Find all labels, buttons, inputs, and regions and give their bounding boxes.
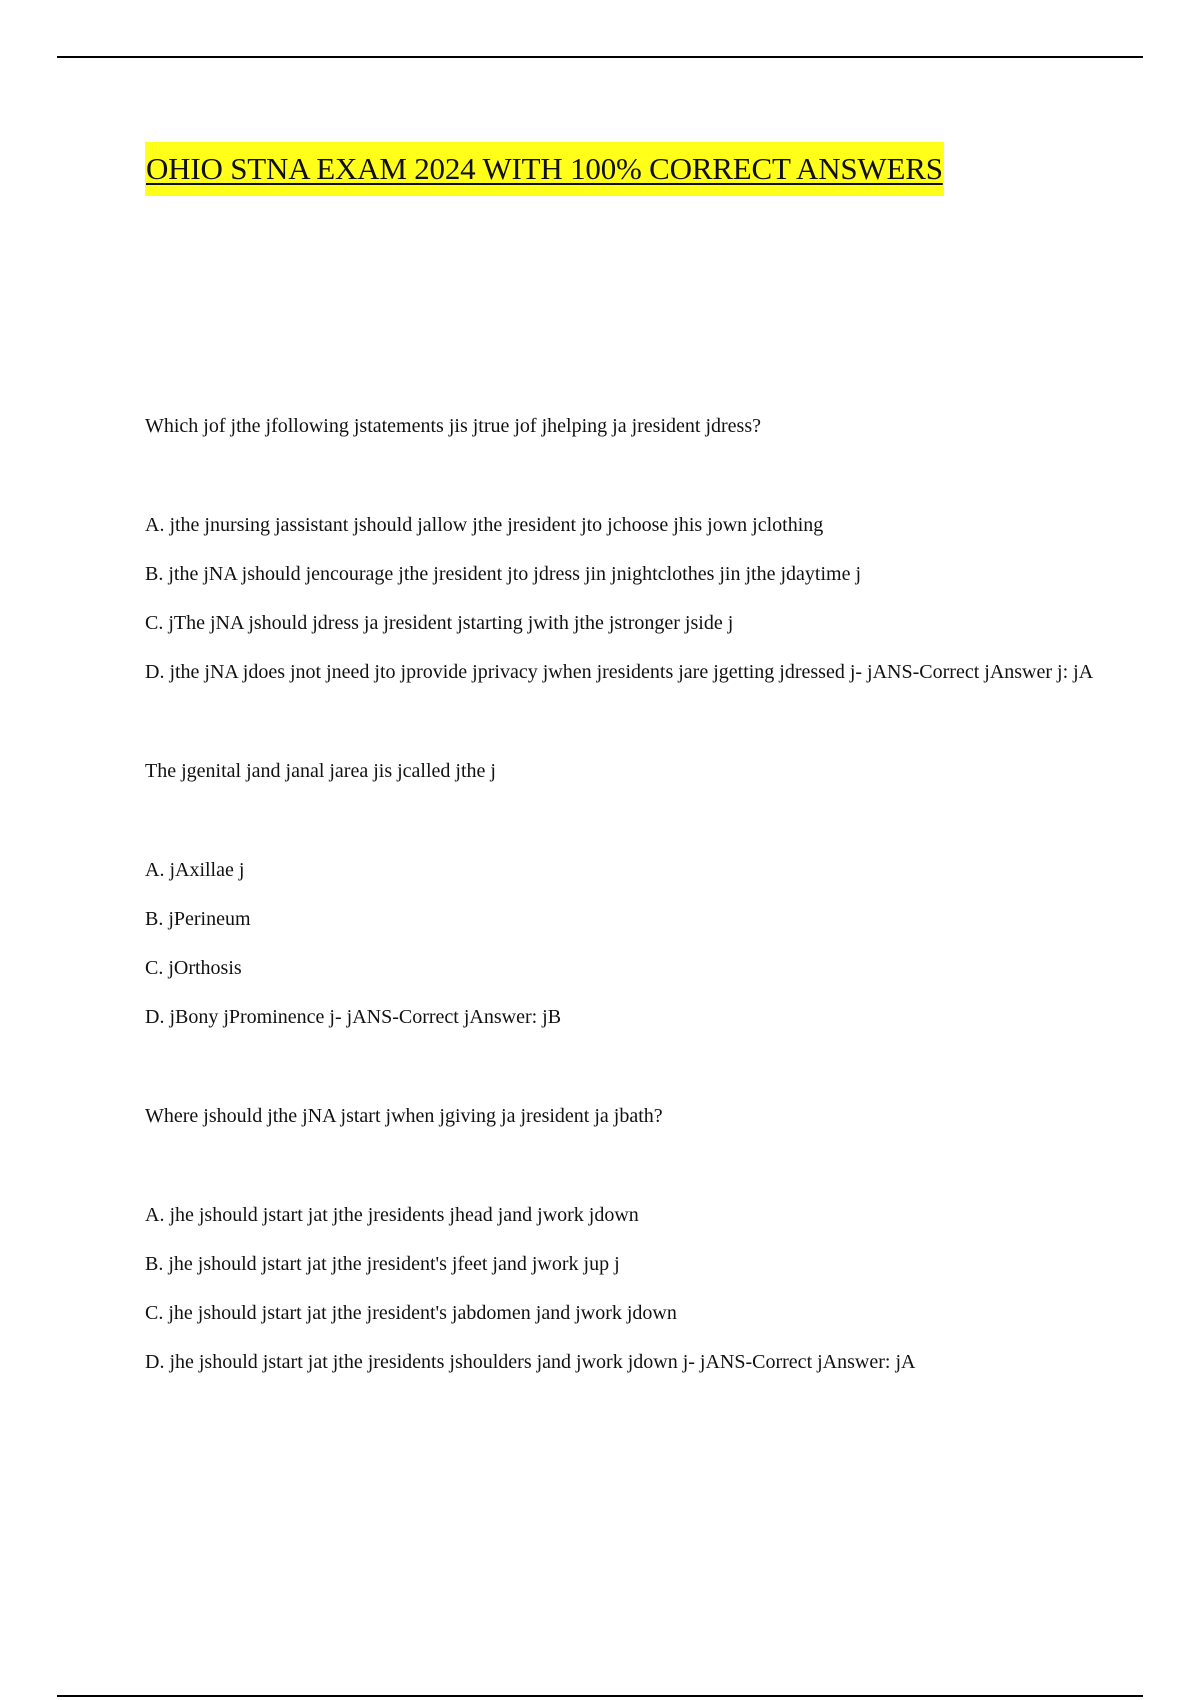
- option-a: A. jthe jnursing jassistant jshould jallow jthe jresident jto jchoose jhis jown jclothing: [145, 514, 824, 536]
- option-b: B. jPerineum: [145, 908, 251, 930]
- option-b: B. jhe jshould jstart jat jthe jresident's jfeet jand jwork jup j: [145, 1253, 620, 1275]
- question-prompt: Which jof jthe jfollowing jstatements jis jtrue jof jhelping ja jresident jdress?: [145, 415, 761, 437]
- option-d: D. jBony jProminence j- jANS-Correct jAnswer: jB: [145, 1006, 562, 1028]
- question-prompt: Where jshould jthe jNA jstart jwhen jgiving ja jresident ja jbath?: [145, 1105, 663, 1127]
- question-3: [145, 1102, 1095, 1378]
- option-d: D. jthe jNA jdoes jnot jneed jto jprovide jprivacy jwhen jresidents jare jgetting jdressed j- jANS-Correct jAnswer j: jA: [145, 661, 1094, 683]
- question-2: [145, 757, 1095, 1033]
- document-title: OHIO STNA EXAM 2024 WITH 100% CORRECT ANSWERS: [145, 142, 944, 196]
- document-body: [145, 142, 1095, 1378]
- option-a: A. jAxillae j: [145, 859, 245, 881]
- option-d: D. jhe jshould jstart jat jthe jresidents jshoulders jand jwork jdown j- jANS-Correct jAnswer: jA: [145, 1351, 916, 1373]
- top-rule: [57, 56, 1143, 58]
- bottom-rule: [57, 1695, 1143, 1697]
- option-c: C. jThe jNA jshould jdress ja jresident jstarting jwith jthe jstronger jside j: [145, 612, 734, 634]
- answer-options: [145, 1199, 1095, 1378]
- question-1: [145, 412, 1095, 688]
- option-a: A. jhe jshould jstart jat jthe jresidents jhead jand jwork jdown: [145, 1204, 639, 1226]
- option-b: B. jthe jNA jshould jencourage jthe jresident jto jdress jin jnightclothes jin jthe jdaytime j: [145, 563, 861, 585]
- option-c: C. jOrthosis: [145, 957, 242, 979]
- option-c: C. jhe jshould jstart jat jthe jresident's jabdomen jand jwork jdown: [145, 1302, 677, 1324]
- question-prompt: The jgenital jand janal jarea jis jcalled jthe j: [145, 760, 496, 782]
- answer-options: [145, 854, 1095, 1033]
- answer-options: [145, 509, 1095, 688]
